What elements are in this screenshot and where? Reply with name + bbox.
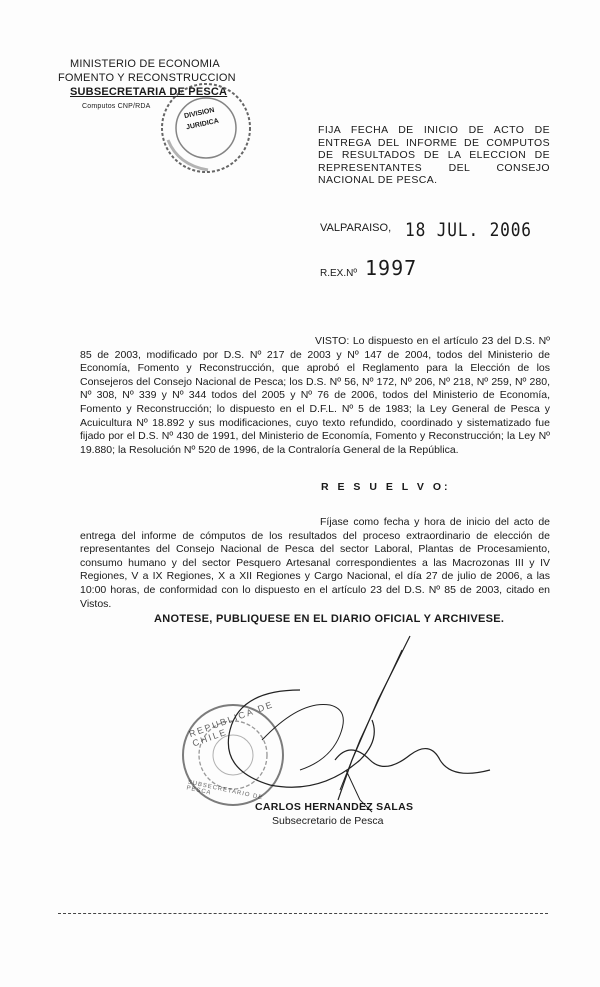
division-juridica-stamp <box>158 80 254 176</box>
footer-divider <box>58 913 548 914</box>
seal-text-republica: REPUBLICA DE CHILE <box>187 699 276 749</box>
ministry-subtitle: FOMENTO Y RECONSTRUCCION <box>58 72 236 84</box>
computos-label: Computos CNP/RDA <box>82 103 151 110</box>
place-label: VALPARAISO, <box>320 222 392 234</box>
stamp-division-text: DIVISION <box>183 106 216 121</box>
resuelvo-heading: R E S U E L V O: <box>321 481 451 493</box>
subsecretario-seal <box>178 700 288 810</box>
resolution-date-stamp: 18 JUL. 2006 <box>405 219 532 241</box>
rex-number: 1997 <box>365 256 418 280</box>
signer-name: CARLOS HERNANDEZ SALAS <box>255 801 414 813</box>
resolution-subject: FIJA FECHA DE INICIO DE ACTO DE ENTREGA DEL INFORME DE COMPUTOS DE RESULTADOS DE LA ELECCION DE REPRESENTANTES DEL CONSEJO NACIONAL DE PESCA. <box>318 124 550 186</box>
seal-text-subsecretario: SUBSECRETARIO DE PESCA <box>185 779 264 802</box>
ministry-name: MINISTERIO DE ECONOMIA <box>70 58 220 70</box>
subsecretaria-name: SUBSECRETARIA DE PESCA <box>70 86 228 98</box>
resolution-paragraph: Fíjase como fecha y hora de inicio del acto de entrega del informe de cómputos de los resultados del proceso extraordinario de elección de representantes del Consejo Nacional de Pesca del sector Laboral, Plantas de Procesamiento, consumo humano y del sector Pesquero Artesanal correspondientes a las Macrozonas III y IV Regiones, V a IX Regiones, X a XII Regiones y Cargo Nacional, el día 27 de julio de 2006, a las 10:00 horas, de conformidad con lo dispuesto en el artículo 23 del D.S. Nº 85 de 2003, citado en Vistos. <box>80 516 550 610</box>
stamp-juridica-text: JURIDICA <box>185 117 220 132</box>
rex-label: R.EX.Nº <box>320 268 357 279</box>
closing-formula: ANOTESE, PUBLIQUESE EN EL DIARIO OFICIAL Y ARCHIVESE. <box>154 613 505 625</box>
signer-title: Subsecretario de Pesca <box>272 815 384 827</box>
visto-paragraph: VISTO: Lo dispuesto en el artículo 23 del D.S. Nº 85 de 2003, modificado por D.S. Nº 217 de 2003 y Nº 147 de 2004, todos del Ministerio de Economía, Fomento y Reconstrucción, que aprobó el Reglamento para la Elección de los Consejeros del Consejo Nacional de Pesca; los D.S. Nº 56, Nº 172, Nº 206, Nº 218, Nº 259, Nº 280, Nº 308, Nº 339 y Nº 344 todos del 2005 y Nº 76 de 2006, todos del Ministerio de Economía, Fomento y Reconstrucción; lo dispuesto en el D.F.L. Nº 5 de 1983; la Ley General de Pesca y Acuicultura Nº 18.892 y sus modificaciones, cuyo texto refundido, coordinado y sistematizado fue fijado por el D.S. Nº 430 de 1991, del Ministerio de Economía, Fomento y Reconstrucción; la Ley Nº 19.880; la Resolución Nº 520 de 1996, de la Contraloría General de la República. <box>80 335 550 456</box>
